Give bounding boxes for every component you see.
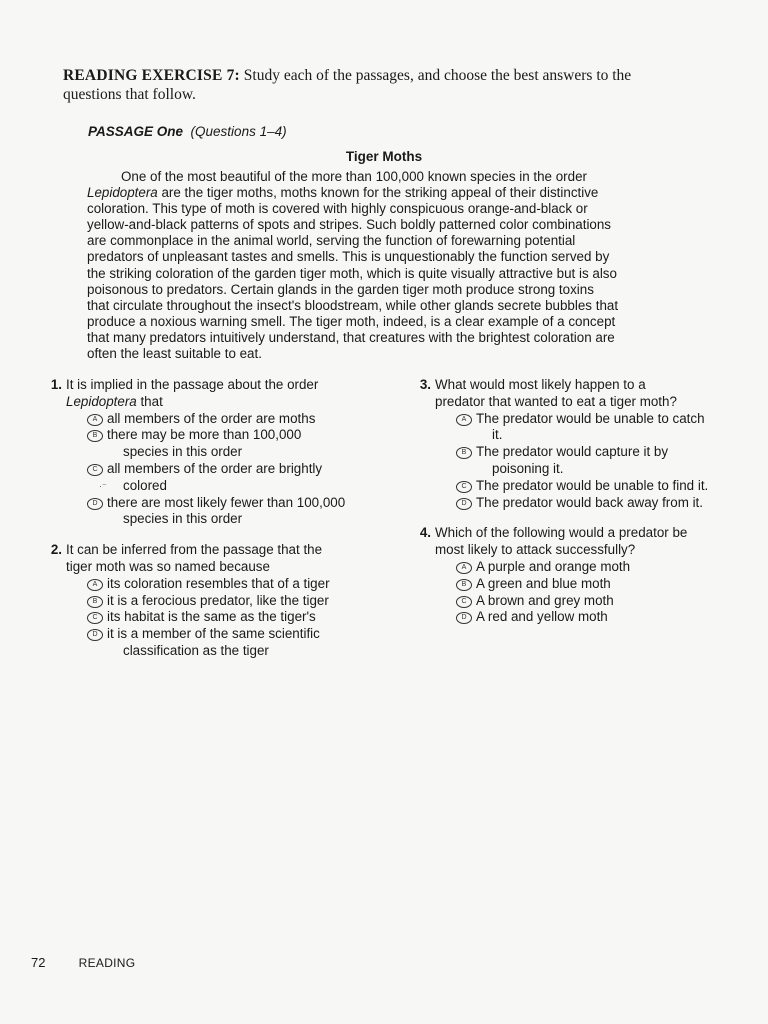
- option-text: species in this order: [123, 444, 243, 460]
- page-footer: [31, 955, 135, 970]
- questions-left-column: [40, 377, 380, 666]
- pencil-mark-icon: ·⁻: [99, 481, 107, 491]
- answer-option-d[interactable]: [87, 626, 380, 660]
- question-stem: [66, 377, 380, 411]
- answer-option-c[interactable]: [87, 609, 380, 626]
- option-bubble-icon[interactable]: A: [456, 562, 472, 574]
- option-bubble-icon[interactable]: C: [87, 612, 103, 624]
- question-number: 2.: [50, 542, 62, 558]
- passage-line: the striking coloration of the garden tiger moth, which is quite visually attractive but is also: [87, 265, 617, 281]
- option-bubble-icon[interactable]: D: [456, 498, 472, 510]
- question-stem-line: Which of the following would a predator be: [435, 525, 688, 541]
- passage-line: yellow-and-black patterns of spots and stripes. Such boldly patterned color combinations: [87, 217, 612, 233]
- answer-option-c[interactable]: [87, 461, 380, 495]
- question-2: [40, 542, 380, 660]
- question-stem: [435, 377, 739, 411]
- question-stem-line: tiger moth was so named because: [66, 558, 270, 574]
- answer-option-c[interactable]: [456, 593, 739, 610]
- question-stem-line: It can be inferred from the passage that the: [66, 542, 323, 558]
- option-bubble-icon[interactable]: D: [87, 629, 103, 641]
- question-italic-term: Lepidoptera: [66, 393, 137, 409]
- passage-body: [87, 169, 667, 362]
- option-text: A red and yellow moth: [476, 609, 608, 625]
- exercise-title: READING EXERCISE 7:: [63, 67, 240, 84]
- passage-question-range: (Questions 1–4): [190, 124, 287, 139]
- answer-option-b[interactable]: [456, 444, 739, 478]
- question-stem-line: It is implied in the passage about the order: [66, 377, 319, 392]
- question-1: [40, 377, 380, 528]
- option-bubble-icon[interactable]: A: [87, 579, 103, 591]
- passage-line: [87, 185, 667, 201]
- option-bubble-icon[interactable]: D: [87, 498, 103, 510]
- answer-option-b[interactable]: [87, 593, 380, 610]
- option-text: all members of the order are brightly: [107, 460, 323, 476]
- option-bubble-icon[interactable]: C: [456, 481, 472, 493]
- answer-option-d[interactable]: [87, 495, 380, 529]
- answer-option-d[interactable]: [456, 495, 739, 512]
- passage-line: One of the most beautiful of the more than 100,000 known species in the order: [121, 169, 587, 184]
- option-text: A brown and grey moth: [476, 592, 614, 608]
- passage-title: Tiger Moths: [345, 149, 423, 164]
- question-stem: [66, 542, 380, 576]
- option-text: species in this order: [123, 511, 243, 527]
- exercise-instruction-line1: Study each of the passages, and choose the best answers to the: [243, 67, 632, 84]
- passage-line-rest: are the tiger moths, moths known for the striking appeal of their distinctive: [157, 185, 599, 201]
- option-bubble-icon[interactable]: B: [456, 447, 472, 459]
- passage-line: coloration. This type of moth is covered with highly conspicuous orange-and-black or: [87, 201, 588, 217]
- answer-option-b[interactable]: [87, 427, 380, 461]
- answer-option-c[interactable]: [456, 478, 739, 495]
- option-text: it.: [492, 427, 503, 443]
- question-number: 1.: [50, 377, 62, 392]
- passage-line: that many predators intuitively understand, that creatures with the brightest coloration are: [87, 329, 615, 345]
- option-bubble-icon[interactable]: C: [456, 596, 472, 608]
- question-stem-line: What would most likely happen to a: [435, 377, 646, 392]
- question-number: 3.: [419, 377, 431, 392]
- question-stem-line: Lepidoptera that: [66, 393, 163, 409]
- passage-line: that circulate throughout the insect's bloodstream, while other glands secrete bubbles that: [87, 297, 619, 313]
- option-text: A green and blue moth: [476, 575, 611, 591]
- passage-heading: [88, 124, 287, 139]
- question-3: [409, 377, 739, 511]
- option-text: The predator would be unable to find it.: [476, 477, 709, 493]
- option-text: there may be more than 100,000: [107, 427, 302, 443]
- exercise-header: [63, 66, 713, 104]
- option-text: colored: [123, 477, 167, 493]
- option-text: all members of the order are moths: [107, 410, 316, 426]
- option-text: The predator would capture it by: [476, 444, 669, 460]
- page-number: 72: [31, 955, 46, 970]
- answer-option-d[interactable]: [456, 609, 739, 626]
- answer-option-b[interactable]: [456, 576, 739, 593]
- option-bubble-icon[interactable]: A: [456, 414, 472, 426]
- passage-italic-term: Lepidoptera: [87, 185, 158, 201]
- option-text: its habitat is the same as the tiger's: [107, 609, 316, 625]
- option-bubble-icon[interactable]: B: [456, 579, 472, 591]
- passage-line: poisonous to predators. Certain glands in the garden tiger moth produce strong toxins: [87, 281, 594, 297]
- question-4: [409, 525, 739, 626]
- option-bubble-icon[interactable]: A: [87, 414, 103, 426]
- option-text: it is a member of the same scientific: [107, 626, 320, 642]
- option-text: there are most likely fewer than 100,000: [107, 494, 346, 510]
- questions-right-column: [409, 377, 739, 632]
- answer-option-a[interactable]: [456, 559, 739, 576]
- option-text: A purple and orange moth: [476, 558, 631, 574]
- option-text: its coloration resembles that of a tiger: [107, 575, 330, 591]
- option-bubble-icon[interactable]: C: [87, 464, 103, 476]
- question-stem-line: most likely to attack successfully?: [435, 542, 636, 558]
- passage-label: PASSAGE One: [88, 124, 184, 139]
- section-label: READING: [78, 956, 136, 970]
- option-text: The predator would back away from it.: [476, 494, 704, 510]
- option-bubble-icon[interactable]: D: [456, 612, 472, 624]
- question-number: 4.: [419, 525, 431, 541]
- option-bubble-icon[interactable]: B: [87, 430, 103, 442]
- answer-option-a[interactable]: [87, 411, 380, 428]
- passage-line: are commonplace in the animal world, serving the function of forewarning potential: [87, 233, 576, 249]
- answer-option-a[interactable]: [87, 576, 380, 593]
- option-text: poisoning it.: [492, 460, 564, 476]
- passage-line: produce a noxious warning smell. The tiger moth, indeed, is a clear example of a concept: [87, 313, 616, 329]
- answer-option-a[interactable]: [456, 411, 739, 445]
- passage-line: predators of unpleasant tastes and smells. This is unquestionably the function served by: [87, 249, 610, 265]
- question-stem-line: predator that wanted to eat a tiger moth?: [435, 393, 677, 409]
- passage-line: often the least suitable to eat.: [87, 346, 262, 362]
- question-stem: [435, 525, 739, 559]
- exercise-instruction-line2: questions that follow.: [63, 86, 196, 103]
- option-text: classification as the tiger: [123, 642, 269, 658]
- option-text: it is a ferocious predator, like the tiger: [107, 592, 329, 608]
- option-bubble-icon[interactable]: B: [87, 596, 103, 608]
- option-text: The predator would be unable to catch: [476, 410, 705, 426]
